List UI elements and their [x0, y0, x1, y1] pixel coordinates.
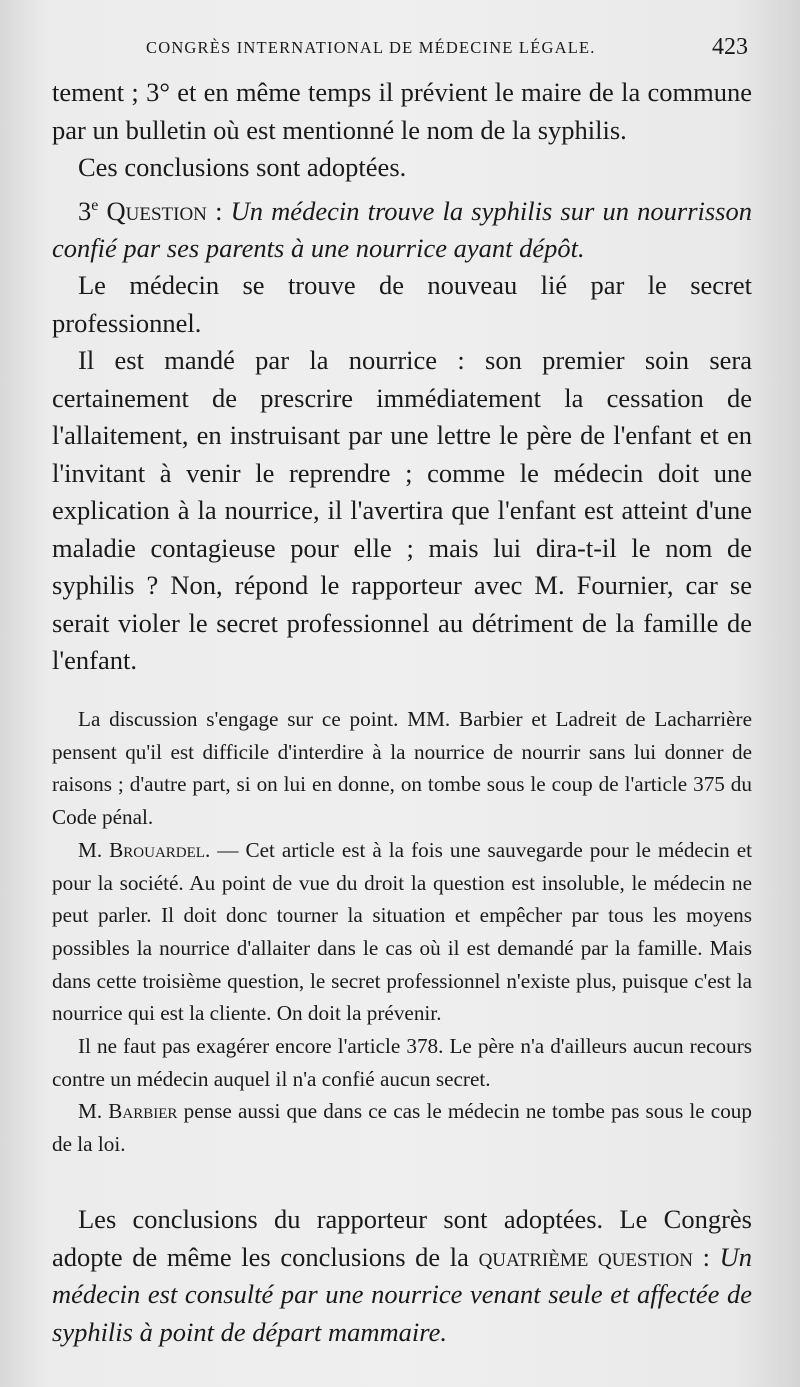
- fourth-question-label: quatrième question: [478, 1241, 693, 1272]
- paragraph-brouardel: [52, 834, 752, 1030]
- question-label: Question: [106, 195, 207, 226]
- paragraph-article-378: Il ne faut pas exagérer encore l'article 378. Le père n'a d'ailleurs aucun recours contre un médecin auquel il n'a confié aucun secret.: [52, 1034, 752, 1091]
- speaker-prefix: M.: [78, 1099, 109, 1124]
- page-header: [56, 36, 748, 66]
- question-number-suffix: e: [91, 196, 99, 214]
- main-text-section: [52, 74, 752, 680]
- paragraph-third-question: [52, 187, 752, 268]
- page-number: 423: [712, 34, 748, 60]
- paragraph-conclusions-adopted: Ces conclusions sont adoptées.: [78, 152, 407, 182]
- discussion-section: [52, 703, 752, 1161]
- paragraph-continuation: tement ; 3° et en même temps il prévient le maire de la commune par un bulletin où est mentionné le nom de la syphilis.: [52, 77, 752, 145]
- fourth-question-text: Un médecin est consulté par une nourrice venant seule et affectée de syphilis à point de départ mammaire.: [52, 1241, 752, 1347]
- closing-section: [52, 1201, 752, 1351]
- paragraph-secret-professionnel: Le médecin se trouve de nouveau lié par le secret professionnel.: [52, 270, 752, 338]
- speaker-prefix: M.: [78, 837, 110, 862]
- paragraph-nourrice: Il est mandé par la nourrice : son premier soin sera certainement de prescrire immédiatement la cessation de l'allaitement, en instruisant par une lettre le père de l'enfant et en l'invitant à venir le reprendre ; comme le médecin doit une explication à la nourrice, il l'avertira que l'enfant est atteint d'une maladie contagieuse pour elle ; mais lui dira-t-il le nom de syphilis ? Non, répond le rapporteur avec M. Fournier, car se serait violer le secret professionnel au détriment de la famille de l'enfant.: [52, 345, 752, 676]
- question-number: 3: [78, 195, 92, 226]
- brouardel-remarks: . — Cet article est à la fois une sauvegarde pour le médecin et pour la société. Au point de vue du droit la question est insoluble, le médecin ne peut parler. Il doit donc tourner la situation et empêcher par tous les moyens possibles la nourrice d'allaiter dans le cas où il est demandé par la famille. Mais dans cette troisième question, le secret professionnel n'existe plus, puisque c'est la nourrice qui est la cliente. On doit la prévenir.: [52, 837, 752, 1026]
- speaker-name-brouardel: Brouardel: [109, 837, 205, 862]
- running-head: CONGRÈS INTERNATIONAL DE MÉDECINE LÉGALE.: [146, 38, 596, 57]
- paragraph-barbier: [52, 1095, 752, 1160]
- closing-text: Les conclusions du rapporteur sont adoptées. Le Congrès adopte de même les conclusions de la: [52, 1204, 752, 1272]
- paragraph-fourth-question: [52, 1201, 752, 1351]
- question-separator: :: [206, 195, 231, 226]
- paragraph-discussion: La discussion s'engage sur ce point. MM. Barbier et Ladreit de Lacharrière pensent qu'il est difficile d'interdire à la nourrice de nourrir sans lui donner de raisons ; d'autre part, si on lui en donne, on tombe sous le coup de l'article 375 du Code pénal.: [52, 707, 752, 830]
- barbier-remarks: pense aussi que dans ce cas le médecin ne tombe pas sous le coup de la loi.: [52, 1099, 752, 1157]
- speaker-name-barbier: Barbier: [108, 1099, 178, 1124]
- question-text: Un médecin trouve la syphilis sur un nourrisson confié par ses parents à une nourrice ayant dépôt.: [52, 195, 752, 263]
- fourth-question-separator: :: [692, 1241, 720, 1272]
